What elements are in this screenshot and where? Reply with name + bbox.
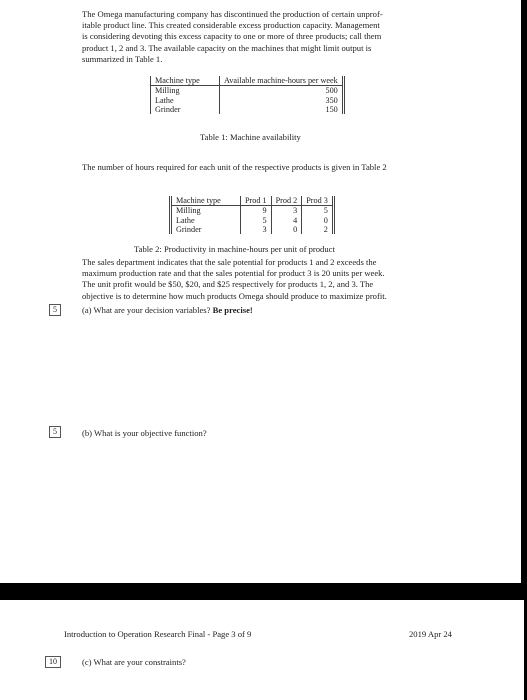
intro-line: product 1, 2 and 3. The available capacity on the machines that might limit output is <box>82 42 372 53</box>
table-row <box>151 105 344 114</box>
productivity-table <box>169 196 335 234</box>
table-cell: 150 <box>325 104 338 114</box>
question-a <box>82 305 253 315</box>
table-header-row <box>171 196 334 206</box>
details-line: The unit profit would be $50, $20, and $25 respectively for products 1, 2, and 3. The <box>82 279 374 290</box>
table-row <box>151 86 344 96</box>
table-cell: 5 <box>323 206 328 216</box>
problem-intro <box>82 9 462 65</box>
intro-line: summarized in Table 1. <box>82 53 163 64</box>
table-cell: 0 <box>271 225 302 234</box>
intro-line: is considering devoting this excess capacity to one or more of three products; call them <box>82 31 382 42</box>
points-box: 10 <box>45 656 61 668</box>
column-header: Available machine-hours per week <box>220 76 344 86</box>
table-cell: 3 <box>241 225 272 234</box>
intro-line: itable product line. This created considerable excess production capacity. Management <box>82 20 380 31</box>
question-emphasis: Be precise! <box>212 305 253 315</box>
points-box: 5 <box>49 426 61 438</box>
details-line: The sales department indicates that the sale potential for products 1 and 2 exceeds the <box>82 257 377 267</box>
table-caption: Table 1: Machine availability <box>200 132 301 142</box>
column-header: Prod 3 <box>302 196 334 206</box>
table-header-row <box>151 76 344 86</box>
table-cell: 500 <box>325 86 338 96</box>
question-text: (a) What are your decision variables? <box>82 305 211 315</box>
page-footer-title: Introduction to Operation Research Final - Page 3 of 9 <box>64 629 252 639</box>
table2-intro: The number of hours required for each unit of the respective products is given in Table 2 <box>82 162 387 172</box>
table-row <box>171 216 334 225</box>
exam-page-4 <box>0 600 524 700</box>
table-cell: 3 <box>271 206 302 216</box>
table-cell: 4 <box>271 216 302 225</box>
column-header: Prod 2 <box>271 196 302 206</box>
table-cell: 2 <box>323 224 328 234</box>
intro-line: The Omega manufacturing company has discontinued the production of certain unprof- <box>82 9 383 19</box>
table-caption: Table 2: Productivity in machine-hours per unit of product <box>134 244 335 254</box>
details-line: objective is to determine how much products Omega should produce to maximize profit. <box>82 290 387 301</box>
table-cell: 9 <box>241 206 272 216</box>
column-header: Machine type <box>151 76 220 86</box>
machine-availability-table <box>150 76 345 114</box>
table-cell: Milling <box>151 86 220 96</box>
table-cell: Grinder <box>171 225 241 234</box>
table-cell: Lathe <box>151 96 220 105</box>
points-box: 5 <box>49 304 61 316</box>
table-cell: Grinder <box>151 105 220 114</box>
question-b: (b) What is your objective function? <box>82 428 207 438</box>
column-header: Prod 1 <box>241 196 272 206</box>
details-line: maximum production rate and that the sales potential for product 3 is 20 units per week. <box>82 268 385 279</box>
table-cell: 5 <box>241 216 272 225</box>
table-cell: Lathe <box>171 216 241 225</box>
page-footer-date: 2019 Apr 24 <box>409 629 452 639</box>
table-row <box>171 206 334 216</box>
column-header: Machine type <box>171 196 241 206</box>
question-c: (c) What are your constraints? <box>82 657 186 667</box>
table-row <box>151 96 344 105</box>
problem-details <box>82 257 462 302</box>
table-cell: Milling <box>171 206 241 216</box>
table-cell: 0 <box>323 215 328 225</box>
table-cell: 350 <box>325 95 338 105</box>
table-row <box>171 225 334 234</box>
